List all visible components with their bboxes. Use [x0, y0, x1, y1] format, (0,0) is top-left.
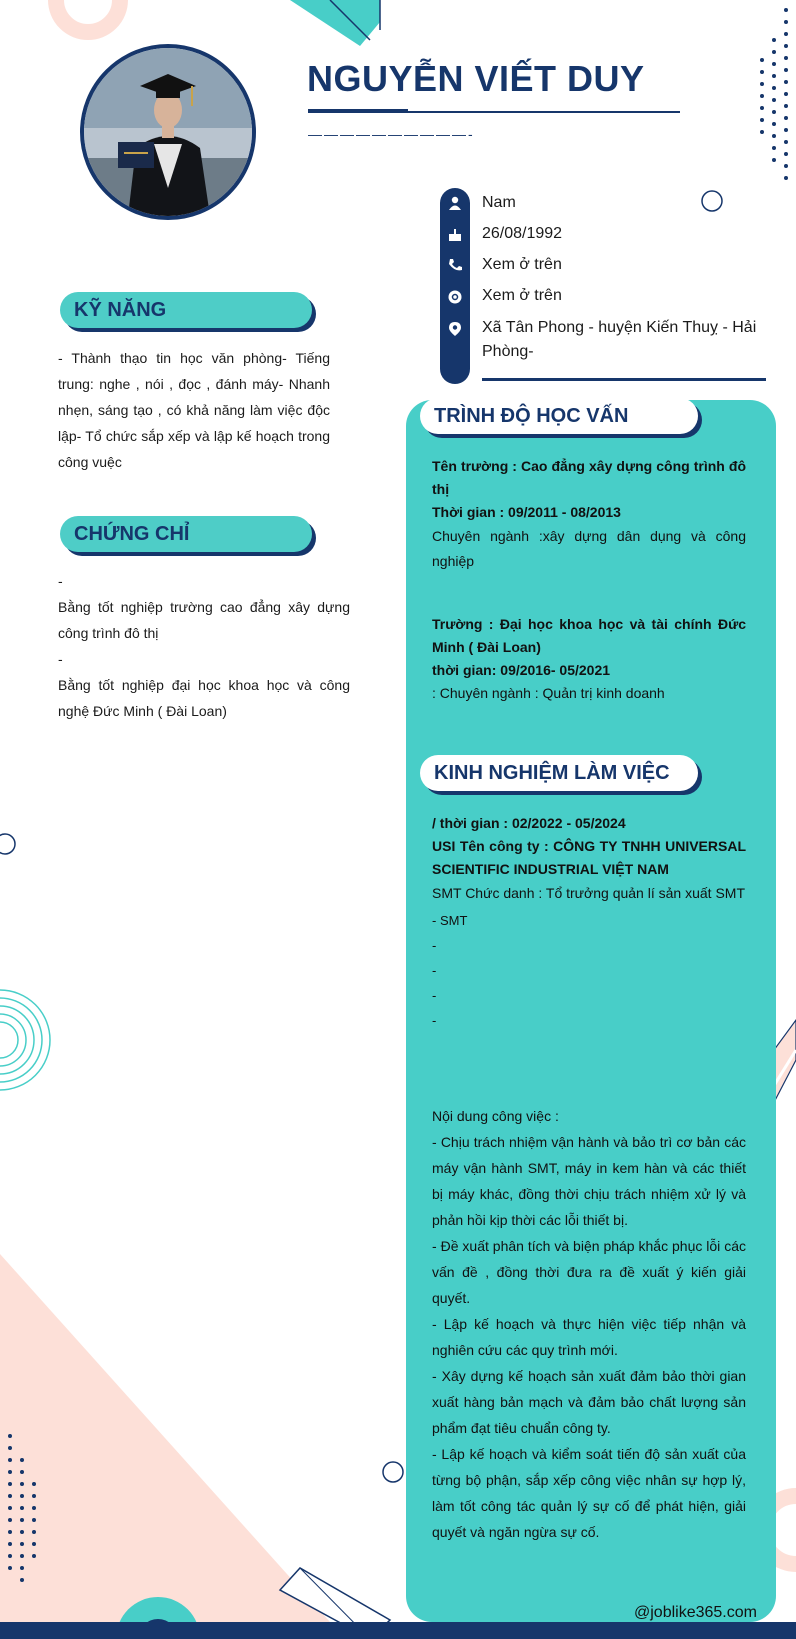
experience-bullet: -: [432, 988, 437, 1003]
education-school: Tên trường : Cao đẳng xây dựng công trình đô thị: [432, 458, 746, 497]
skills-heading: [60, 292, 312, 328]
experience-position: SMT Chức danh : Tổ trưởng quản lí sản xuất SMT: [432, 885, 745, 901]
job-title: ——————————-: [308, 126, 475, 142]
birthday-cake-icon: [447, 226, 463, 242]
education-title: TRÌNH ĐỘ HỌC VẤN: [434, 405, 629, 427]
duty-item: - Lập kế hoạch và thực hiện việc tiếp nhận và nghiên cứu các quy trình mới.: [432, 1316, 746, 1358]
location-pin-icon: [447, 321, 463, 337]
certificate-line: -: [58, 651, 63, 667]
education-major: Chuyên ngành :xây dựng dân dụng và công nghiệp: [432, 528, 746, 569]
skills-title: KỸ NĂNG: [74, 299, 167, 321]
experience-time: / thời gian : 02/2022 - 05/2024: [432, 815, 626, 831]
contact-icon-bar: [440, 188, 470, 384]
certificate-line: Bằng tốt nghiệp trường cao đẳng xây dựng công trình đô thị: [58, 599, 350, 641]
certificates-list: [58, 568, 350, 724]
duty-item: - Lập kế hoạch và kiểm soát tiến độ sản xuất của từng bộ phận, sắp xếp công việc nhân sự hợp lý, làm tốt công tác quản lý sự cố để phát hiện, giải quyết và ngăn ngừa sự cố.: [432, 1446, 746, 1540]
certificates-title: CHỨNG CHỈ: [74, 523, 190, 545]
experience-bullet: -: [432, 1013, 437, 1028]
experience-heading: [420, 755, 698, 791]
duties-block: [432, 1103, 746, 1545]
duties-title: Nội dung công việc :: [432, 1108, 559, 1124]
education-entry: [432, 455, 746, 574]
education-major: : Chuyên ngành : Quản trị kinh doanh: [432, 685, 665, 701]
skills-text: - Thành thạo tin học văn phòng- Tiếng trung: nghe , nói , đọc , đánh máy- Nhanh nhẹn, sáng tạo , có khả năng làm việc độc lập- Tổ chức sắp xếp và lập kế hoạch trong công vuệc: [58, 350, 330, 470]
contact-underline: [482, 378, 766, 381]
name-underline-accent: [308, 109, 408, 113]
watermark-text: @joblike365.com: [634, 1604, 757, 1621]
education-school: Trường : Đại học khoa học và tài chính Đức Minh ( Đài Loan): [432, 616, 746, 655]
graduate-portrait-image: [84, 48, 252, 216]
contact-phone: Xem ở trên: [482, 256, 562, 273]
experience-bullet: -: [432, 938, 437, 953]
footer-bar: [0, 1622, 796, 1639]
education-time: Thời gian : 09/2011 - 08/2013: [432, 504, 621, 520]
certificate-line: -: [58, 573, 63, 589]
contact-address: Xã Tân Phong - huyện Kiến Thuỵ - Hải Phòng-: [482, 319, 757, 360]
profile-photo: [80, 44, 256, 220]
duty-item: - Chịu trách nhiệm vận hành và bảo trì cơ bản các máy vận hành SMT, máy in kem hàn và các thiết bị máy khác, đồng thời chịu trách nhiệm xử lý và phản hồi kịp thời các lỗi thiết bị.: [432, 1134, 746, 1228]
experience-entry: [432, 812, 746, 1033]
duty-item: - Xây dựng kế hoạch sản xuất đảm bảo thời gian xuất hàng bản mạch và đảm bảo chất lượng sản phẩm đạt tiêu chuẩn công ty.: [432, 1368, 746, 1436]
education-time: thời gian: 09/2016- 05/2021: [432, 662, 611, 678]
experience-bullet: -: [432, 963, 437, 978]
contact-email: Xem ở trên: [482, 287, 562, 304]
candidate-name: NGUYỄN VIẾT DUY: [307, 58, 645, 99]
contact-birthday: 26/08/1992: [482, 225, 563, 242]
duty-item: - Đề xuất phân tích và biện pháp khắc phục lỗi các vấn đề , đồng thời đưa ra đề xuất ý kiến giải quyết.: [432, 1238, 746, 1306]
experience-bullet: - SMT: [432, 913, 468, 928]
certificates-heading: [60, 516, 312, 552]
user-icon: [447, 195, 463, 211]
certificate-line: Bằng tốt nghiệp đại học khoa học và công nghệ Đức Minh ( Đài Loan): [58, 677, 350, 719]
education-entry: [432, 613, 746, 705]
contact-gender: Nam: [482, 194, 516, 211]
phone-icon: [447, 257, 463, 273]
experience-company: USI Tên công ty : CÔNG TY TNHH UNIVERSAL SCIENTIFIC INDUSTRIAL VIỆT NAM: [432, 838, 746, 877]
experience-title: KINH NGHIỆM LÀM VIỆC: [434, 762, 670, 784]
experience-bullets: [432, 908, 746, 1033]
email-at-icon: [447, 289, 463, 305]
education-heading: [420, 398, 698, 434]
